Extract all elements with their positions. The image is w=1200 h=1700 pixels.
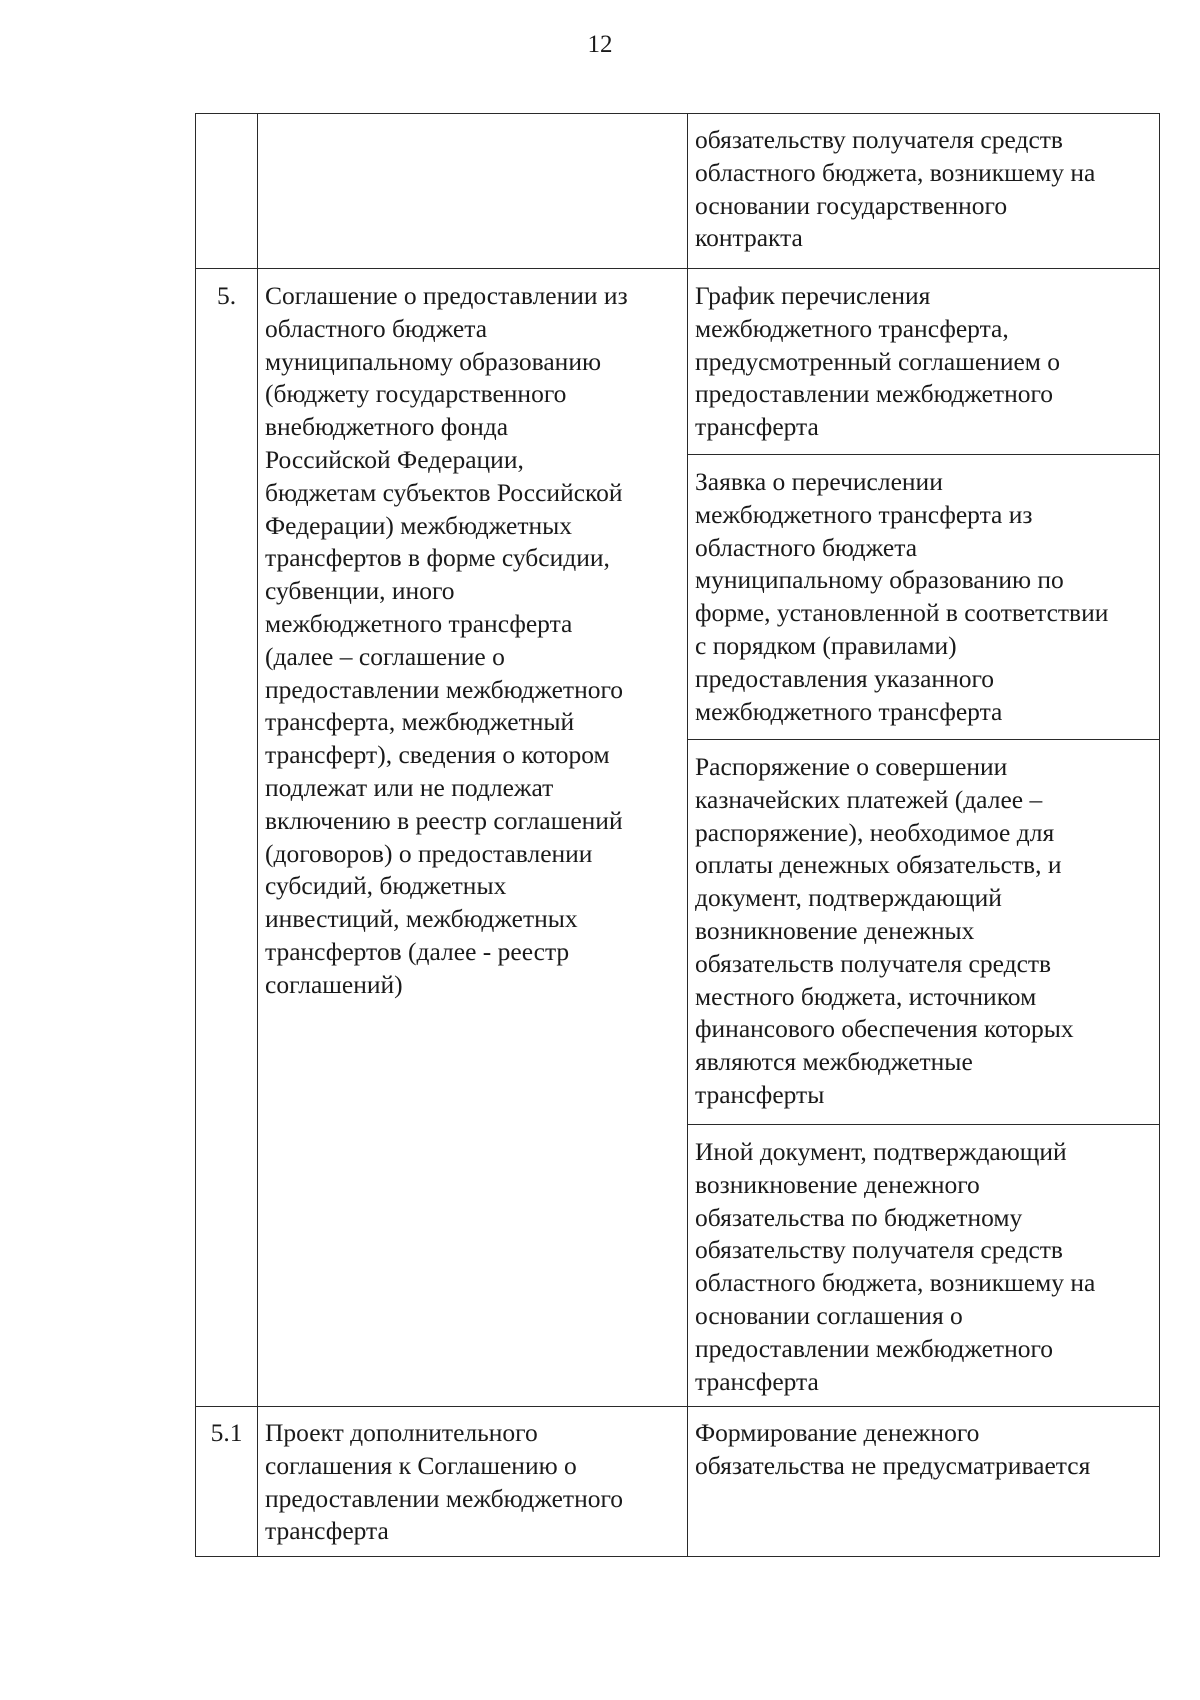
text-line: распоряжение), необходимое для [695,817,1055,847]
basis-cell [688,1407,1160,1557]
basis-cell-schedule [688,269,1160,455]
text-line: контракта [695,223,803,253]
text-line: внебюджетного фонда [265,412,509,442]
text-line: бюджетам субъектов Российской [265,477,623,507]
text-line: документ, подтверждающий [695,883,1002,913]
text-line: обязательства не предусматривается [695,1450,1091,1480]
text-line: областного бюджета, возникшему на [695,157,1096,187]
text-line: межбюджетного трансферта, [695,313,1009,343]
text-line: Заявка о перечислении [695,467,943,496]
text-line: Формирование денежного [695,1418,980,1447]
text-line: субвенции, иного [265,576,455,606]
text-line: Иной документ, подтверждающий [695,1137,1067,1166]
basis-cell-order [688,740,1160,1125]
text-line: предусмотренный соглашением о [695,346,1061,376]
text-line: трансфертов (далее - реестр [265,936,570,966]
text-line: межбюджетного трансферта [695,696,1003,726]
row-number-cell [196,114,258,269]
text-line: субсидий, бюджетных [265,871,507,901]
text-line: обязательств получателя средств [695,948,1052,978]
text-line: областного бюджета [695,532,918,562]
text-line: обязательства по бюджетному [695,1202,1023,1232]
text-line: местного бюджета, источником [695,981,1037,1011]
text-line: оплаты денежных обязательств, и [695,850,1062,880]
text-line: Распоряжение о совершении [695,752,1008,781]
document-cell [258,269,688,1407]
document-cell [258,1407,688,1557]
text-line: (далее – соглашение о [265,641,505,671]
text-line: основании соглашения о [695,1300,963,1330]
text-line: казначейских платежей (далее – [695,784,1043,814]
text-line: областного бюджета [265,313,488,343]
text-line: межбюджетного трансферта из [695,499,1033,529]
basis-cell-other-document [688,1125,1160,1407]
text-line: инвестиций, межбюджетных [265,904,578,934]
text-line: Федерации) межбюджетных [265,510,573,540]
text-line: трансферта [695,412,819,442]
basis-cell-request [688,455,1160,740]
text-line: трансфертов в форме субсидии, [265,543,610,573]
text-line: (договоров) о предоставлении [265,838,593,868]
text-line: возникновение денежных [695,915,975,945]
document-table [195,113,1160,1557]
text-line: возникновение денежного [695,1169,980,1199]
text-line: финансового обеспечения которых [695,1014,1074,1044]
text-line: форме, установленной в соответствии [695,598,1109,628]
basis-cell [688,114,1160,269]
text-line: График перечисления [695,281,931,310]
text-line: (бюджету государственного [265,379,567,409]
text-line: с порядком (правилами) [695,630,957,660]
text-line: предоставления указанного [695,663,995,693]
text-line: предоставлении межбюджетного [695,379,1054,409]
text-line: Соглашение о предоставлении из [265,281,628,310]
text-line: трансферта [695,1366,819,1396]
table-row-5-1 [196,1407,1160,1557]
text-line: соглашения к Соглашению о [265,1450,577,1480]
text-line: Проект дополнительного [265,1418,538,1447]
text-line: межбюджетного трансферта [265,608,573,638]
text-line: являются межбюджетные [695,1047,973,1077]
page-number: 12 [587,31,613,58]
text-line: муниципальному образованию по [695,565,1064,595]
text-line: основании государственного [695,190,1008,220]
row-number-cell: 5. [196,269,258,1407]
document-cell [258,114,688,269]
table-row-5 [196,269,1160,455]
text-line: трансферта [265,1516,389,1546]
text-line: областного бюджета, возникшему на [695,1268,1096,1298]
text-line: обязательству получателя средств [695,125,1063,154]
text-line: предоставлении межбюджетного [265,674,624,704]
text-line: предоставлении межбюджетного [265,1483,624,1513]
text-line: включению в реестр соглашений [265,805,623,835]
row-number-cell: 5.1 [196,1407,258,1557]
text-line: муниципальному образованию [265,346,602,376]
text-line: трансферт), сведения о котором [265,740,610,770]
table-row-continuation [196,114,1160,269]
text-line: трансферты [695,1079,825,1109]
text-line: трансферта, межбюджетный [265,707,575,737]
text-line: предоставлении межбюджетного [695,1333,1054,1363]
text-line: обязательству получателя средств [695,1235,1063,1265]
text-line: подлежат или не подлежат [265,772,554,802]
text-line: Российской Федерации, [265,444,524,474]
text-line: соглашений) [265,969,403,999]
